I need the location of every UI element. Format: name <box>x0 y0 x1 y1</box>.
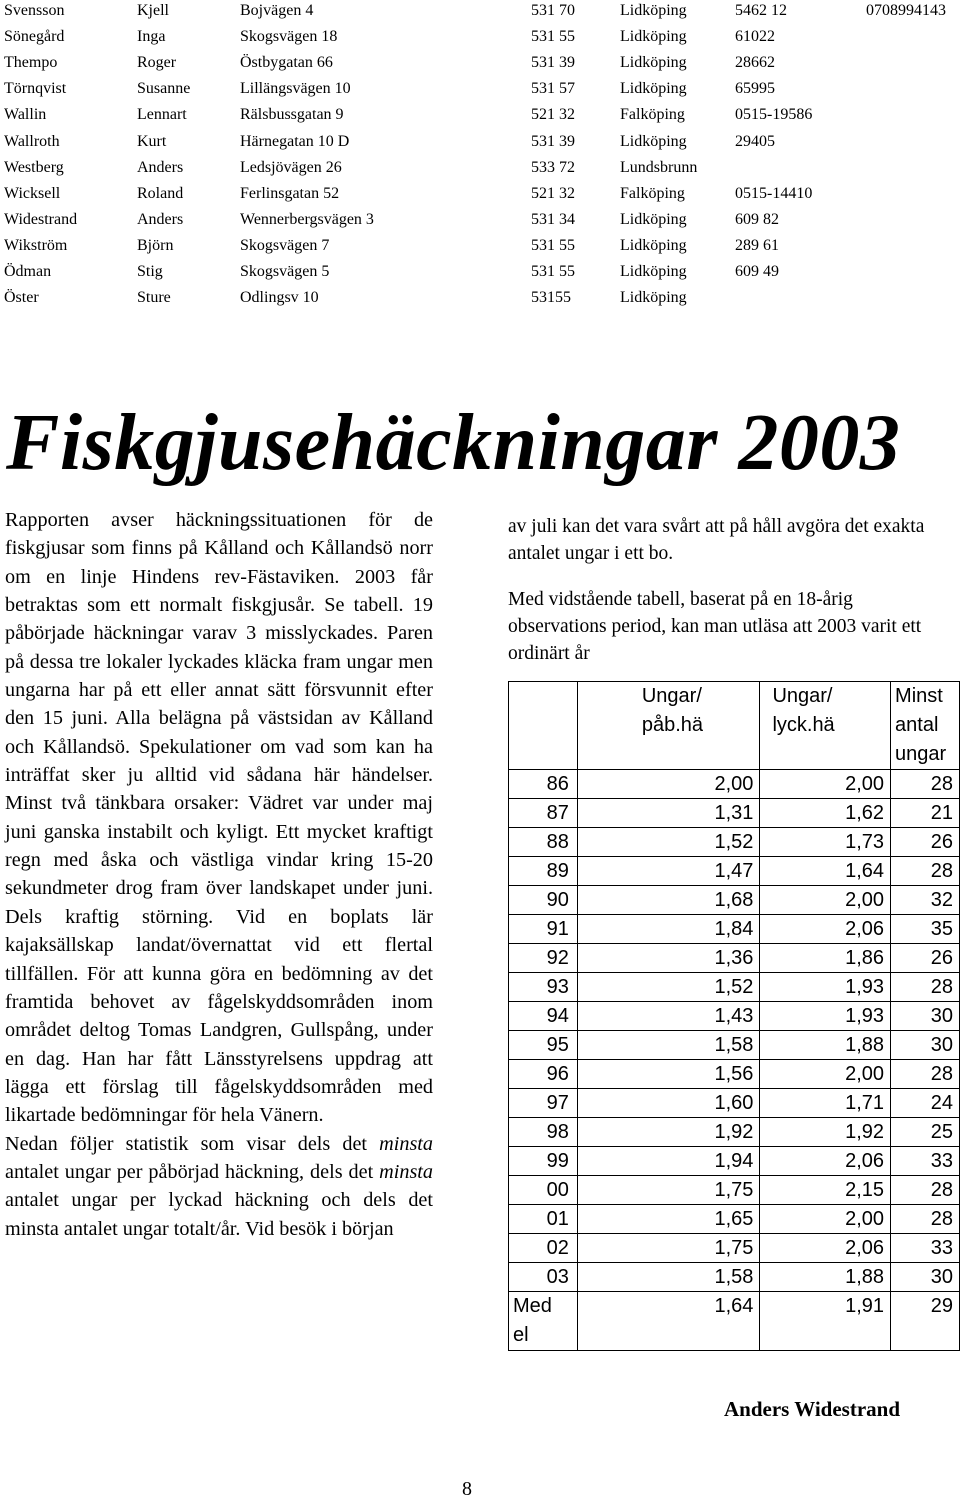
cell-young-per-successful: 2,15 <box>760 1176 891 1205</box>
directory-phone: 609 82 <box>735 210 779 228</box>
table-header-row <box>509 682 960 712</box>
header-young-per-successful: Ungar/ <box>760 682 891 712</box>
directory-city: Lidköping <box>620 236 687 254</box>
cell-year: 86 <box>509 770 578 799</box>
osprey-statistics-table <box>508 681 960 1351</box>
cell-year: 03 <box>509 1263 578 1292</box>
cell-min-young: 24 <box>891 1089 960 1118</box>
directory-address: Ferlinsgatan 52 <box>240 184 340 202</box>
median-per-started: 1,64 <box>577 1292 760 1351</box>
directory-city: Lidköping <box>620 210 687 228</box>
cell-young-per-successful: 2,00 <box>760 1060 891 1089</box>
directory-postal-code: 533 72 <box>531 158 575 176</box>
directory-postal-code: 531 57 <box>531 80 575 98</box>
cell-year: 92 <box>509 944 578 973</box>
median-per-successful: 1,91 <box>760 1292 891 1351</box>
cell-year: 00 <box>509 1176 578 1205</box>
cell-young-per-started: 1,68 <box>577 886 760 915</box>
directory-last-name: Thempo <box>4 54 58 72</box>
cell-young-per-started: 1,43 <box>577 1002 760 1031</box>
directory-last-name: Sönegård <box>4 28 65 46</box>
header-young-per-started: Ungar/ <box>577 682 760 712</box>
directory-last-name: Westberg <box>4 158 64 176</box>
directory-postal-code: 531 39 <box>531 132 575 150</box>
table-row <box>509 944 960 973</box>
cell-min-young: 25 <box>891 1118 960 1147</box>
table-row <box>509 799 960 828</box>
median-min-young: 29 <box>891 1292 960 1351</box>
directory-row <box>0 209 960 235</box>
cell-young-per-successful: 1,86 <box>760 944 891 973</box>
directory-address: Härnegatan 10 D <box>240 132 350 150</box>
cell-min-young: 28 <box>891 973 960 1002</box>
directory-address: Odlingsv 10 <box>240 289 319 307</box>
directory-address: Skogsvägen 5 <box>240 263 330 280</box>
table-row <box>509 973 960 1002</box>
cell-year: 02 <box>509 1234 578 1263</box>
cell-young-per-successful: 1,88 <box>760 1031 891 1060</box>
cell-young-per-successful: 1,88 <box>760 1263 891 1292</box>
cell-year: 87 <box>509 799 578 828</box>
cell-year: 96 <box>509 1060 578 1089</box>
cell-min-young: 28 <box>891 1205 960 1234</box>
cell-year: 95 <box>509 1031 578 1060</box>
article-title: Fiskgjusehäckningar 2003 <box>6 399 901 487</box>
cell-min-young: 33 <box>891 1234 960 1263</box>
table-row <box>509 886 960 915</box>
directory-address: Lillängsvägen 10 <box>240 80 351 98</box>
table-row <box>509 770 960 799</box>
cell-young-per-successful: 1,93 <box>760 973 891 1002</box>
table-row <box>509 1060 960 1089</box>
directory-first-name: Kurt <box>137 132 167 150</box>
directory-postal-code: 531 70 <box>531 2 575 19</box>
article-paragraph: av juli kan det vara svårt att på håll avgöra det exakta antalet ungar i ett bo. <box>508 516 925 564</box>
table-row-median <box>509 1292 960 1351</box>
cell-young-per-started: 1,84 <box>577 915 760 944</box>
directory-postal-code: 521 32 <box>531 106 575 124</box>
directory-first-name: Lennart <box>137 106 187 124</box>
directory-first-name: Inga <box>137 28 166 46</box>
directory-address: Rälsbussgatan 9 <box>240 106 344 124</box>
directory-city: Lidköping <box>620 289 687 307</box>
table-row <box>509 1234 960 1263</box>
cell-year: 99 <box>509 1147 578 1176</box>
directory-address: Bojvägen 4 <box>240 2 314 19</box>
directory-row <box>0 104 960 130</box>
cell-young-per-started: 1,58 <box>577 1263 760 1292</box>
cell-min-young: 30 <box>891 1002 960 1031</box>
directory-phone: 65995 <box>735 80 775 98</box>
directory-row <box>0 183 960 209</box>
directory-first-name: Anders <box>137 158 184 176</box>
cell-young-per-started: 2,00 <box>577 770 760 799</box>
cell-young-per-successful: 2,06 <box>760 915 891 944</box>
header-min-young: Minst <box>891 682 960 712</box>
directory-address: Wennerbergsvägen 3 <box>240 210 374 228</box>
directory-first-name: Anders <box>137 210 184 228</box>
cell-young-per-started: 1,47 <box>577 857 760 886</box>
directory-city: Lundsbrunn <box>620 158 698 176</box>
cell-year: 90 <box>509 886 578 915</box>
table-row <box>509 857 960 886</box>
table-header-row: påb.hä lyck.hä antal <box>509 711 960 740</box>
cell-young-per-started: 1,92 <box>577 1118 760 1147</box>
cell-year: 88 <box>509 828 578 857</box>
directory-postal-code: 531 55 <box>531 236 575 254</box>
directory-phone: 5462 12 <box>735 2 787 19</box>
directory-postal-code: 531 55 <box>531 263 575 280</box>
directory-first-name: Stig <box>137 263 163 280</box>
directory-address: Skogsvägen 18 <box>240 28 338 46</box>
directory-city: Falköping <box>620 106 685 124</box>
cell-year: 93 <box>509 973 578 1002</box>
article-left-column <box>5 506 433 1243</box>
cell-young-per-started: 1,31 <box>577 799 760 828</box>
directory-last-name: Törnqvist <box>4 80 67 98</box>
directory-first-name: Susanne <box>137 80 191 98</box>
cell-min-young: 28 <box>891 1060 960 1089</box>
cell-young-per-started: 1,75 <box>577 1176 760 1205</box>
directory-first-name: Björn <box>137 236 174 254</box>
directory-last-name: Ödman <box>4 263 52 280</box>
directory-postal-code: 521 32 <box>531 184 575 202</box>
directory-last-name: Wallroth <box>4 132 60 150</box>
directory-address: Östbygatan 66 <box>240 54 333 72</box>
directory-city: Lidköping <box>620 28 687 46</box>
cell-min-young: 35 <box>891 915 960 944</box>
table-row <box>509 1118 960 1147</box>
cell-young-per-successful: 2,06 <box>760 1234 891 1263</box>
directory-first-name: Kjell <box>137 2 169 19</box>
directory-city: Lidköping <box>620 132 687 150</box>
cell-min-young: 32 <box>891 886 960 915</box>
cell-min-young: 28 <box>891 857 960 886</box>
directory-address: Skogsvägen 7 <box>240 236 330 254</box>
table-header-row: ungar <box>509 740 960 770</box>
cell-young-per-started: 1,58 <box>577 1031 760 1060</box>
table-row <box>509 1205 960 1234</box>
article-right-column <box>508 513 940 667</box>
cell-min-young: 26 <box>891 828 960 857</box>
directory-phone: 289 61 <box>735 236 779 254</box>
directory-last-name: Wallin <box>4 106 47 124</box>
page-number: 8 <box>462 1478 472 1500</box>
cell-young-per-successful: 2,00 <box>760 886 891 915</box>
cell-young-per-successful: 1,71 <box>760 1089 891 1118</box>
article-paragraph: Med vidstående tabell, baserat på en 18-årig observations period, kan man utläsa att 2003 varit ett ordinärt år <box>508 589 922 664</box>
directory-phone: 609 49 <box>735 263 779 280</box>
directory-city: Lidköping <box>620 263 687 280</box>
directory-row <box>0 157 960 183</box>
directory-city: Lidköping <box>620 2 687 19</box>
directory-row <box>0 26 960 52</box>
directory-last-name: Wikström <box>4 236 68 254</box>
cell-year: 89 <box>509 857 578 886</box>
directory-last-name: Svensson <box>4 2 65 19</box>
cell-min-young: 28 <box>891 770 960 799</box>
table-row <box>509 1176 960 1205</box>
emphasis: minsta <box>379 1132 433 1155</box>
directory-first-name: Roger <box>137 54 177 72</box>
directory-row <box>0 78 960 104</box>
cell-young-per-successful: 1,92 <box>760 1118 891 1147</box>
cell-young-per-successful: 2,00 <box>760 1205 891 1234</box>
directory-city: Lidköping <box>620 54 687 72</box>
table-row <box>509 915 960 944</box>
directory-phone: 29405 <box>735 132 775 150</box>
cell-young-per-started: 1,52 <box>577 828 760 857</box>
directory-first-name: Roland <box>137 184 184 202</box>
cell-min-young: 21 <box>891 799 960 828</box>
cell-min-young: 26 <box>891 944 960 973</box>
cell-year: 91 <box>509 915 578 944</box>
directory-first-name: Sture <box>137 289 171 307</box>
directory-phone: 28662 <box>735 54 775 72</box>
cell-young-per-successful: 1,93 <box>760 1002 891 1031</box>
emphasis: minsta <box>379 1160 433 1183</box>
cell-young-per-started: 1,52 <box>577 973 760 1002</box>
cell-year: 01 <box>509 1205 578 1234</box>
table-row <box>509 1147 960 1176</box>
cell-min-young: 30 <box>891 1031 960 1060</box>
cell-young-per-started: 1,36 <box>577 944 760 973</box>
article-paragraph: Rapporten avser häckningssituationen för de fiskgjusar som finns på Kålland och Kållandsö norr om en linje Hindens rev-Fästaviken. 2003 får betraktas som ett normalt fiskgjusår. Se tabell. 19 påbörjade häckningar varav 3 misslyckades. Paren på dessa tre lokaler lyckades kläcka fram ungar men ungarna har på ett eller annat sätt försvunnit efter den 15 juni. Alla belägna på västsidan av Kålland och Kållandsö. Spekulationer om vad som kan ha inträffat sker ju alltid vid sådana här händelser. Minst två tänkbara orsaker: Vädret var under maj juni ganska instabilt och kyligt. Ett mycket kraftigt regn med åska och västliga vindar kring 15-20 sekundmeter drog fram över landskapet under juni. Dels kraftig störning. Vid en boplats lär kajaksällskap landat/övernattat vid ett flertal tillfällen. För att kunna göra en bedömning av det framtida behovet av fågelskyddsområden inom området deltog Tomas Landgren, Gullspång, under en dag. Han har fått Länsstyrelsens uppdrag att lägga ett förslag till fågelskyddsområden med likartade bedömningar för hela Vänern. <box>5 509 433 1127</box>
directory-postal-code: 531 55 <box>531 28 575 46</box>
median-label: Med el <box>509 1292 578 1351</box>
directory-row <box>0 261 960 287</box>
directory-last-name: Wicksell <box>4 184 61 202</box>
cell-young-per-successful: 2,00 <box>760 770 891 799</box>
cell-young-per-started: 1,75 <box>577 1234 760 1263</box>
directory-phone: 61022 <box>735 28 775 46</box>
cell-young-per-successful: 1,62 <box>760 799 891 828</box>
cell-young-per-started: 1,65 <box>577 1205 760 1234</box>
cell-young-per-started: 1,94 <box>577 1147 760 1176</box>
directory-mobile: 0708994143 <box>866 2 946 19</box>
author-signature: Anders Widestrand <box>724 1397 901 1421</box>
cell-min-young: 28 <box>891 1176 960 1205</box>
cell-min-young: 33 <box>891 1147 960 1176</box>
table-row <box>509 1031 960 1060</box>
table-row <box>509 1263 960 1292</box>
directory-postal-code: 531 39 <box>531 54 575 72</box>
directory-city: Lidköping <box>620 80 687 98</box>
directory-row <box>0 235 960 261</box>
directory-last-name: Öster <box>4 289 39 307</box>
cell-year: 98 <box>509 1118 578 1147</box>
directory-row <box>0 131 960 157</box>
table-row <box>509 828 960 857</box>
directory-postal-code: 531 34 <box>531 210 575 228</box>
directory-phone: 0515-14410 <box>735 184 813 202</box>
directory-address: Ledsjövägen 26 <box>240 158 342 176</box>
table-row <box>509 1002 960 1031</box>
cell-young-per-successful: 1,73 <box>760 828 891 857</box>
directory-city: Falköping <box>620 184 685 202</box>
cell-min-young: 30 <box>891 1263 960 1292</box>
directory-last-name: Widestrand <box>4 210 78 228</box>
directory-phone: 0515-19586 <box>735 106 813 124</box>
directory-row <box>0 0 960 26</box>
article-paragraph: Nedan följer statistik som visar dels det minsta antalet ungar per påbörjad häckning, dels det minsta antalet ungar per lyckad häckning och dels det minsta antalet ungar totalt/år. Vid besök i början <box>5 1132 433 1240</box>
directory-row <box>0 52 960 78</box>
directory-row <box>0 287 960 313</box>
cell-year: 94 <box>509 1002 578 1031</box>
directory-postal-code: 53155 <box>531 289 571 307</box>
table-row <box>509 1089 960 1118</box>
cell-young-per-successful: 2,06 <box>760 1147 891 1176</box>
cell-year: 97 <box>509 1089 578 1118</box>
cell-young-per-started: 1,56 <box>577 1060 760 1089</box>
cell-young-per-started: 1,60 <box>577 1089 760 1118</box>
cell-young-per-successful: 1,64 <box>760 857 891 886</box>
